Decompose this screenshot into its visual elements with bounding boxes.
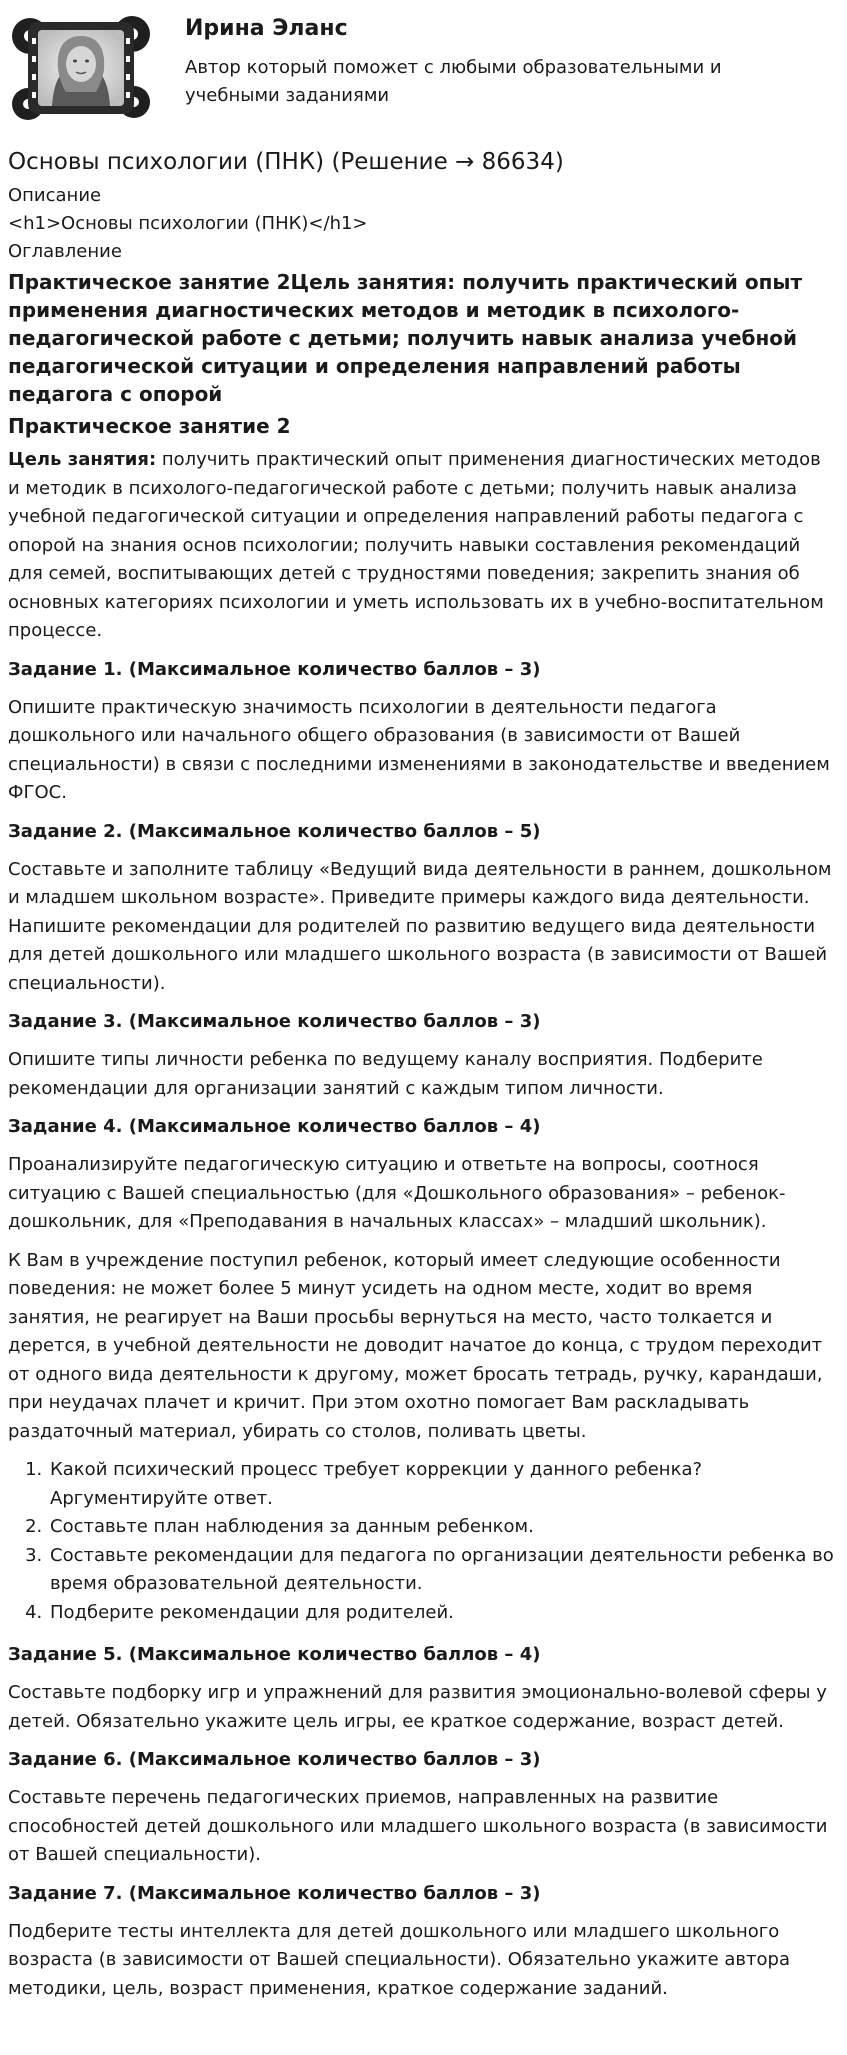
description-label: Описание (8, 185, 102, 206)
list-item: 2. Составьте план наблюдения за данным ребенком. (48, 1513, 838, 1542)
list-item: 4. Подберите рекомендации для родителей. (48, 1599, 838, 1628)
lesson-goal (8, 446, 838, 646)
list-item: 1. Какой психический процесс требует коррекции у данного ребенка? Аргументируйте ответ. (48, 1456, 838, 1513)
author-card (8, 8, 838, 126)
task-3-text: Опишите типы личности ребенка по ведущему каналу восприятия. Подберите рекомендации для организации занятий с каждым типом личности. (8, 1049, 763, 1099)
task-6-heading: Задание 6. (Максимальное количество баллов – 3) (8, 1749, 541, 1770)
author-name: Ирина Эланс (185, 16, 348, 41)
task-4-text: Проанализируйте педагогическую ситуацию и ответьте на вопросы, соотнося ситуацию с Вашей специальностью (для «Дошкольного образования» – ребенок-дошкольник, для «Преподавания в начальных классах» – младший школьник). (8, 1154, 786, 1232)
author-avatar (8, 8, 154, 126)
task-4-questions (8, 1456, 838, 1627)
task-5-text: Составьте подборку игр и упражнений для развития эмоционально-волевой сферы у детей. Обязательно укажите цель игры, ее краткое содержание, возраст детей. (8, 1682, 827, 1732)
task-1-text: Опишите практическую значимость психологии в деятельности педагога дошкольного или начального общего образования (в зависимости от Вашей специальности) в связи с последними изменениями в законодательстве и введением ФГОС. (8, 696, 830, 803)
task-4-situation: К Вам в учреждение поступил ребенок, который имеет следующие особенности поведения: не может более 5 минут усидеть на одном месте, ходит во время занятия, не реагирует на Ваши просьбы вернуться на место, часто толкается и дерется, в учебной деятельности не доводит начатое до конца, с трудом переходит от одного вида деятельности к другому, может бросать тетрадь, ручку, карандаши, при неудачах плачет и кричит. При этом охотно помогает Вам раскладывать раздаточный материал, убирать со столов, поливать цветы. (8, 1249, 823, 1442)
toc-label: Оглавление (8, 241, 122, 262)
author-description: Автор который поможет с любыми образовательными и учебными заданиями (185, 57, 722, 106)
task-1-heading: Задание 1. (Максимальное количество баллов – 3) (8, 658, 541, 680)
task-7-text: Подберите тесты интеллекта для детей дошкольного или младшего школьного возраста (в зависимости от Вашей специальности). Обязательно укажите автора методики, цель, возраст применения, краткое содержание заданий. (8, 1920, 790, 1999)
task-4-heading: Задание 4. (Максимальное количество баллов – 4) (8, 1116, 541, 1137)
task-7-heading: Задание 7. (Максимальное количество баллов – 3) (8, 1882, 541, 1904)
task-2-text: Составьте и заполните таблицу «Ведущий вида деятельности в раннем, дошкольном и младшем школьном возрасте». Приведите примеры каждого вида деятельности. Напишите рекомендации для родителей по развитию ведущего вида деятельности для детей дошкольного или младшего школьного возраста (в зависимости от Вашей специальности). (8, 858, 832, 994)
document-content (8, 146, 838, 2013)
document-title: Основы психологии (ПНК) (Решение → 86634) (8, 149, 564, 175)
task-2-heading: Задание 2. (Максимальное количество баллов – 5) (8, 820, 541, 842)
task-5-heading: Задание 5. (Максимальное количество баллов – 4) (8, 1644, 541, 1665)
task-3-heading: Задание 3. (Максимальное количество баллов – 3) (8, 1011, 541, 1032)
lesson-heading: Практическое занятие 2 (8, 414, 291, 438)
goal-text: получить практический опыт применения диагностических методов и методик в психолого-педагогической работе с детьми; получить навык анализа учебной педагогической ситуации и определения направлений работы педагога с опорой на знания основ психологии; получить навыки составления рекомендаций для семей, воспитывающих детей с трудностями поведения; закрепить знания об основных категориях психологии и уметь использовать их в учебно-воспитательном процессе. (8, 449, 824, 641)
toc-heading: Практическое занятие 2Цель занятия: получить практический опыт применения диагностических методов и методик в психолого-педагогической работе с детьми; получить навык анализа учебной педагогической ситуации и определения направлений работы педагога с опорой (8, 270, 803, 406)
goal-label: Цель занятия: (8, 449, 157, 470)
raw-h1-text: <h1>Основы психологии (ПНК)</h1> (8, 213, 368, 234)
list-item: 3. Составьте рекомендации для педагога по организации деятельности ребенка во время образовательной деятельности. (48, 1542, 838, 1599)
task-6-text: Составьте перечень педагогических приемов, направленных на развитие способностей детей дошкольного или младшего школьного возраста (в зависимости от Вашей специальности). (8, 1787, 828, 1865)
